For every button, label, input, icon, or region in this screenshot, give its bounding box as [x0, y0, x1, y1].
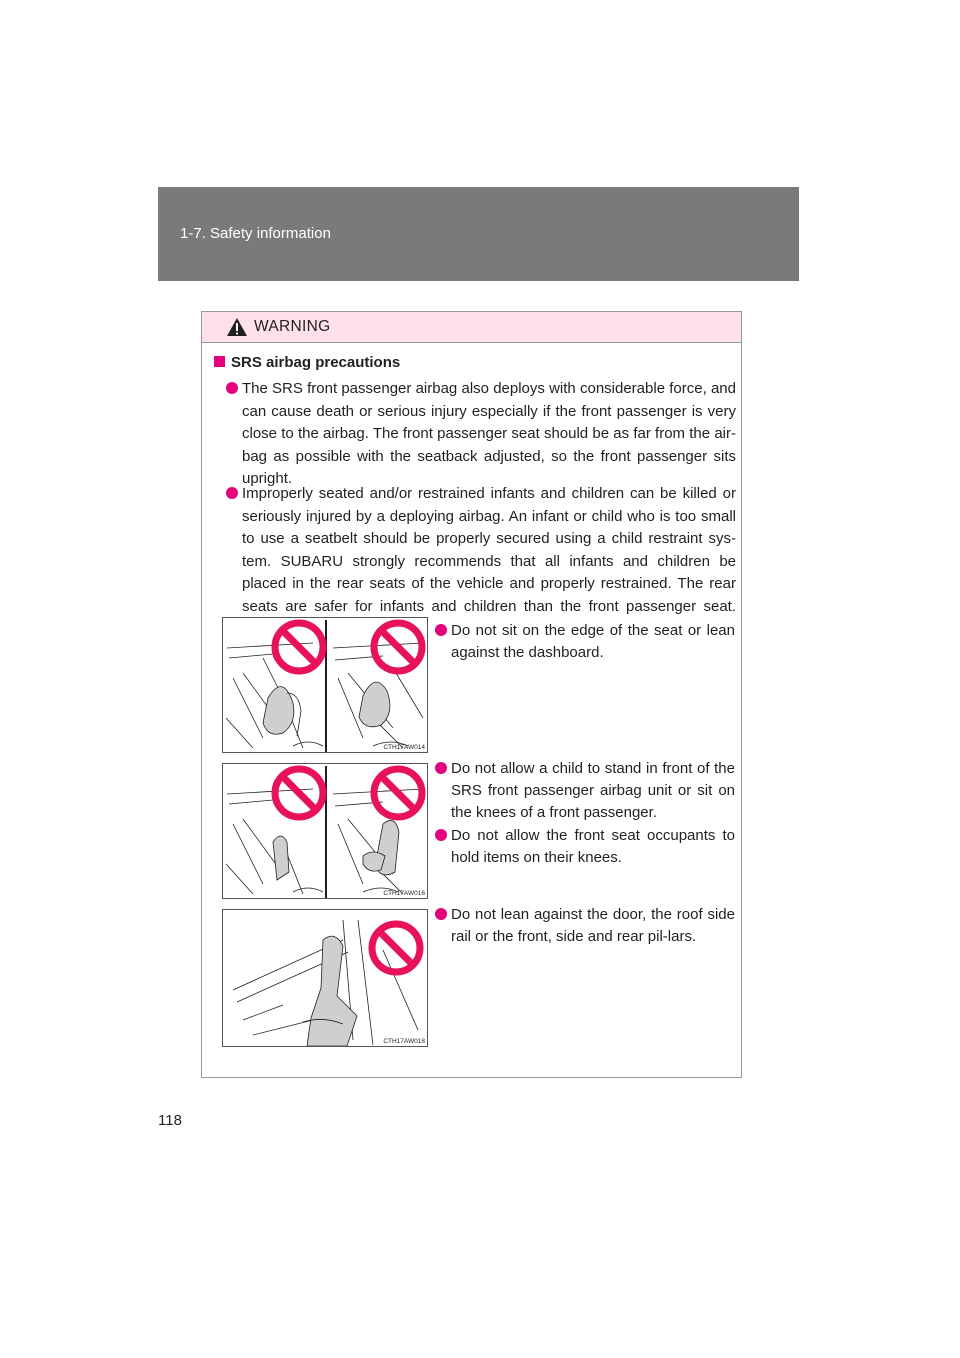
figure-code: CTH17AW014 — [383, 744, 425, 751]
prohibition-icon — [372, 924, 420, 972]
illustration-leaning-door — [222, 909, 428, 1047]
prohibition-icon — [374, 769, 422, 817]
figure-code: CTH17AW018 — [383, 1038, 425, 1045]
header-band — [158, 187, 799, 281]
paragraph-1 — [226, 378, 736, 491]
paragraph-text: The SRS front passenger airbag also deploys with considerable force, and can cause death or serious injury especially if the front passenger is very close to the airbag. The front passenger seat should be as far from the air-bag as possible with the seatback adjusted, so the front passenger sits upright. — [242, 380, 736, 487]
warning-label: WARNING — [254, 318, 331, 335]
bullet-icon — [226, 382, 238, 394]
figure-code: CTH17AW016 — [383, 890, 425, 897]
page-number: 118 — [158, 1112, 182, 1129]
bullet-icon — [435, 762, 447, 774]
bullet-icon — [435, 829, 447, 841]
instruction-item — [435, 904, 735, 948]
illustration-drawing — [223, 764, 428, 899]
instruction-text: Do not lean against the door, the roof side rail or the front, side and rear pil-lars. — [451, 906, 735, 945]
paragraph-text: Improperly seated and/or restrained infants and children can be killed or seriously injured by a deploying airbag. An infant or child who is too small to use a seatbelt should be properly secured using a child restraint sys-tem. SUBARU strongly recommends that all infants and children be placed in the rear seats of the vehicle and properly restrained. The rear seats are safer for infants and children than the front passenger seat. — [242, 485, 736, 615]
instruction-text: Do not allow the front seat occupants to hold items on their knees. — [451, 827, 735, 866]
prohibition-icon — [374, 623, 422, 671]
warning-box — [201, 311, 742, 1078]
prohibition-icon — [275, 623, 323, 671]
instruction-text: Do not sit on the edge of the seat or lean against the dashboard. — [451, 622, 735, 661]
subheading-text: SRS airbag precautions — [231, 354, 401, 371]
illustration-edge-of-seat — [222, 617, 428, 753]
instruction-item — [435, 758, 735, 824]
illustration-child-standing — [222, 763, 428, 899]
subheading — [214, 354, 400, 371]
illustration-drawing — [223, 910, 428, 1047]
warning-triangle-icon — [226, 317, 248, 337]
instruction-item — [435, 825, 735, 869]
bullet-icon — [435, 624, 447, 636]
warning-header — [202, 312, 741, 343]
bullet-icon — [435, 908, 447, 920]
instruction-item — [435, 620, 735, 664]
illustration-drawing — [223, 618, 428, 753]
square-bullet-icon — [214, 356, 225, 367]
prohibition-icon — [275, 769, 323, 817]
section-title: 1-7. Safety information — [180, 225, 331, 242]
bullet-icon — [226, 487, 238, 499]
instruction-text: Do not allow a child to stand in front of the SRS front passenger airbag unit or sit on the knees of a front passenger. — [451, 760, 735, 821]
